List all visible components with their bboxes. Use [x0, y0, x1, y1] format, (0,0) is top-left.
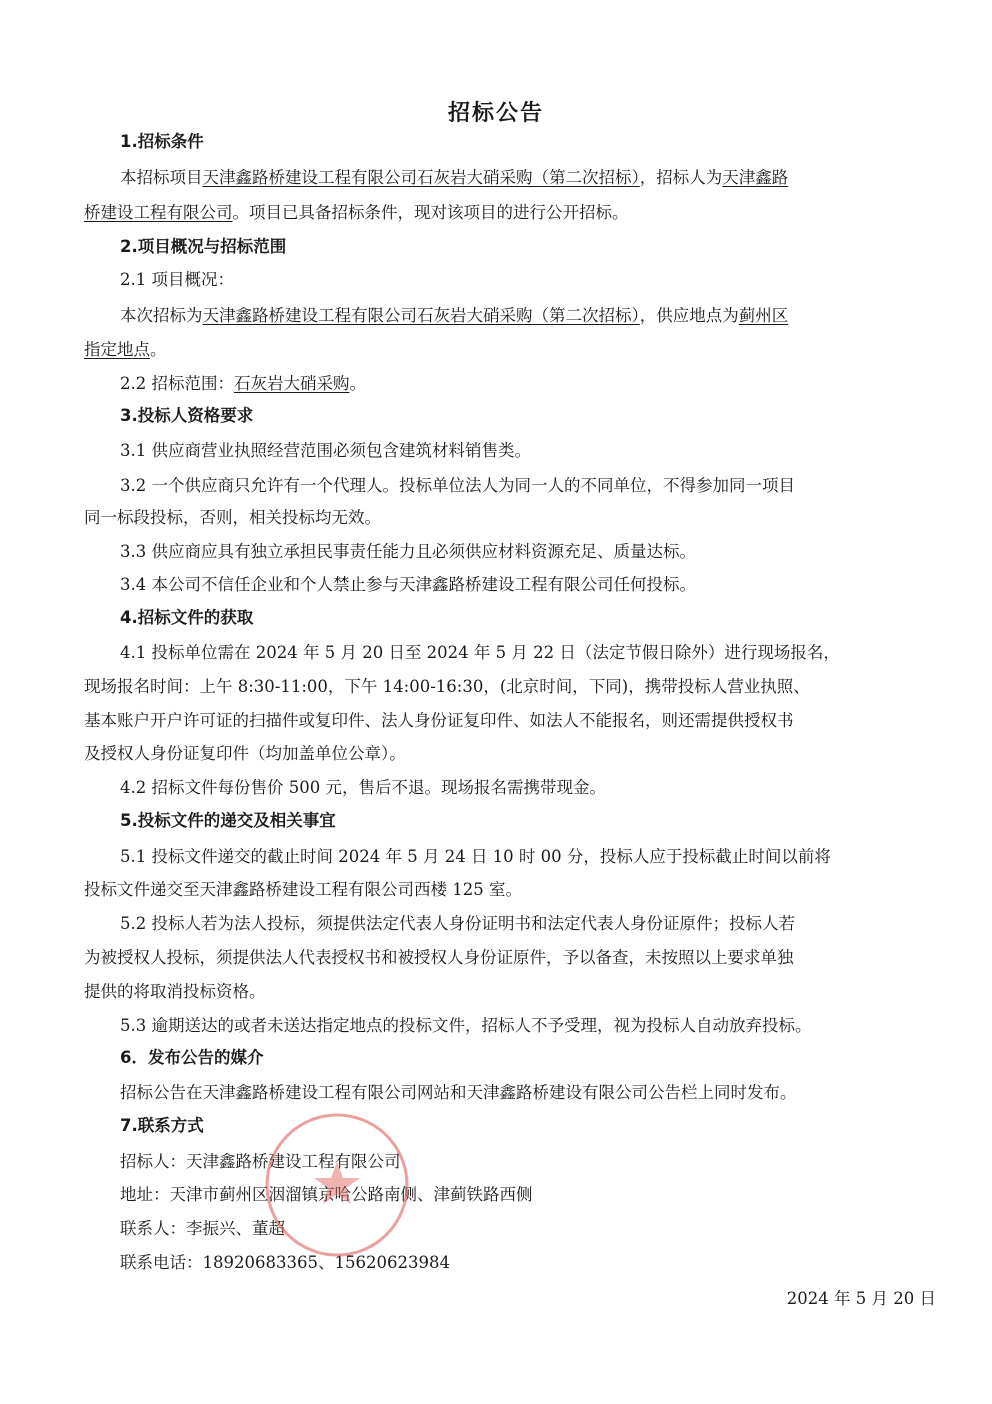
section-2-para-line-1 [120, 304, 788, 328]
text-run: 。 [349, 374, 366, 393]
text-run: 2.2 招标范围： [120, 374, 234, 393]
section-4-heading: 4.招标文件的获取 [120, 608, 254, 627]
section-1-heading: 1.招标条件 [120, 132, 204, 151]
text-run: 本次招标为 [120, 306, 203, 325]
section-5-item-2-line-1: 5.2 投标人若为法人投标，须提供法定代表人身份证明书和法定代表人身份证原件；投标人若 [120, 914, 795, 933]
section-1-para-line-1 [120, 166, 788, 190]
section-2-sub-1: 2.1 项目概况： [120, 270, 234, 289]
tenderer-name-underlined: 桥建设工程有限公司 [84, 203, 233, 222]
supply-place-underlined: 蓟州区 [738, 306, 789, 325]
section-5-item-2-line-2: 为被授权人投标，须提供法人代表授权书和被授权人身份证原件，予以备查，未按照以上要求单独 [84, 948, 794, 967]
contact-persons: 联系人：李振兴、董超 [120, 1219, 285, 1238]
section-3-item-2-line-2: 同一标段投标，否则，相关投标均无效。 [84, 508, 381, 527]
document-title: 招标公告 [447, 101, 544, 126]
section-4-item-1-line-1: 4.1 投标单位需在 2024 年 5 月 20 日至 2024 年 5 月 22 日（法定节假日除外）进行现场报名， [120, 643, 840, 662]
project-name-underlined: 天津鑫路桥建设工程有限公司石灰岩大硝采购（第二次招标） [202, 168, 640, 187]
section-3-item-2-line-1: 3.2 一个供应商只允许有一个代理人。投标单位法人为同一人的不同单位，不得参加同一项目 [120, 476, 795, 495]
supply-place-underlined: 指定地点 [84, 340, 150, 359]
tenderer-name-underlined: 天津鑫路 [722, 168, 789, 187]
text-run: 。 [150, 340, 167, 359]
contact-tenderer: 招标人：天津鑫路桥建设工程有限公司 [120, 1152, 401, 1171]
section-4-item-2: 4.2 招标文件每份售价 500 元，售后不退。现场报名需携带现金。 [120, 778, 606, 797]
contact-phone: 联系电话：18920683365、15620623984 [120, 1253, 450, 1272]
section-4-item-1-line-2: 现场报名时间：上午 8:30-11:00，下午 14:00-16:30，(北京时间，下同)，携带投标人营业执照、 [84, 677, 810, 696]
section-6-heading: 6．发布公告的媒介 [120, 1048, 264, 1067]
section-5-item-1-line-2: 投标文件递交至天津鑫路桥建设工程有限公司西楼 125 室。 [84, 880, 522, 899]
section-2-sub-2 [120, 372, 366, 396]
section-3-item-4: 3.4 本公司不信任企业和个人禁止参与天津鑫路桥建设工程有限公司任何投标。 [120, 575, 696, 594]
section-4-item-1-line-3: 基本账户开户许可证的扫描件或复印件、法人身份证复印件、如法人不能报名，则还需提供授权书 [84, 711, 794, 730]
section-3-heading: 3.投标人资格要求 [120, 406, 254, 425]
contact-address: 地址：天津市蓟州区洇溜镇京哈公路南侧、津蓟铁路西侧 [120, 1185, 533, 1204]
section-2-heading: 2.项目概况与招标范围 [120, 237, 287, 256]
project-name-underlined: 天津鑫路桥建设工程有限公司石灰岩大硝采购（第二次招标） [202, 306, 640, 325]
scope-underlined: 石灰岩大硝采购 [234, 374, 350, 393]
text-run: ，招标人为 [639, 168, 723, 187]
text-run: ，供应地点为 [639, 306, 739, 325]
section-7-heading: 7.联系方式 [120, 1116, 204, 1135]
section-6-line-1: 招标公告在天津鑫路桥建设工程有限公司网站和天津鑫路桥建设有限公司公告栏上同时发布。 [120, 1083, 797, 1102]
document-date: 2024 年 5 月 20 日 [786, 1289, 936, 1308]
section-5-item-3: 5.3 逾期送达的或者未送达指定地点的投标文件，招标人不予受理，视为投标人自动放弃投标。 [120, 1016, 812, 1035]
section-2-para-line-2 [84, 338, 938, 362]
section-4-item-1-line-4: 及授权人身份证复印件（均加盖单位公章）。 [84, 744, 406, 763]
section-3-item-1: 3.1 供应商营业执照经营范围必须包含建筑材料销售类。 [120, 441, 531, 460]
section-5-item-1-line-1: 5.1 投标文件递交的截止时间 2024 年 5 月 24 日 10 时 00 分，投标人应于投标截止时间以前将 [120, 847, 831, 866]
section-5-heading: 5.投标文件的递交及相关事宜 [120, 811, 336, 830]
section-5-item-2-line-3: 提供的将取消投标资格。 [84, 982, 266, 1001]
section-3-item-3: 3.3 供应商应具有独立承担民事责任能力且必须供应材料资源充足、质量达标。 [120, 542, 696, 561]
text-run: 。项目已具备招标条件，现对该项目的进行公开招标。 [232, 203, 629, 222]
text-run: 本招标项目 [120, 168, 203, 187]
section-1-para-line-2 [84, 201, 938, 225]
